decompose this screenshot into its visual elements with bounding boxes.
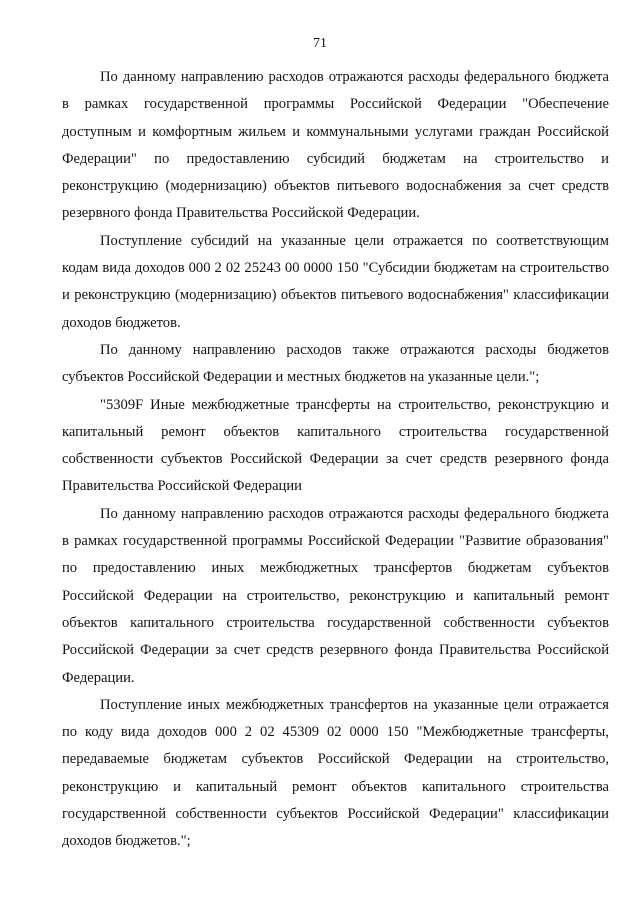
document-body — [62, 64, 609, 856]
paragraph: "5309F Иные межбюджетные трансферты на строительство, реконструкцию и капитальный ремонт объектов капитального строительства государственной собственности субъектов Российской Федерации за счет средств резервного фонда Правительства Российской Федерации — [62, 396, 609, 495]
paragraph: По данному направлению расходов отражаются расходы федерального бюджета в рамках государственной программы Российской Федерации "Обеспечение доступным и комфортным жильем и коммунальными услугами граждан Российской Федерации" по предоставлению субсидий бюджетам на строительство и реконструкцию (модернизацию) объектов питьевого водоснабжения за счет средств резервного фонда Правительства Российской Федерации. — [62, 69, 609, 222]
paragraph: Поступление субсидий на указанные цели отражается по соответствующим кодам вида доходов 000 2 02 25243 00 0000 150 "Субсидии бюджетам на строительство и реконструкцию (модернизацию) объектов питьевого водоснабжения" классификации доходов бюджетов. — [62, 232, 609, 331]
page-number: 71 — [313, 36, 327, 51]
paragraph: По данному направлению расходов также отражаются расходы бюджетов субъектов Российской Федерации и местных бюджетов на указанные цели."; — [62, 341, 609, 386]
paragraph: Поступление иных межбюджетных трансфертов на указанные цели отражается по коду вида доходов 000 2 02 45309 02 0000 150 "Межбюджетные трансферты, передаваемые бюджетам субъектов Российской Федерации на строительство, реконструкцию и капитальный ремонт объектов капитального строительства государственной собственности субъектов Российской Федерации" классификации доходов бюджетов."; — [62, 696, 609, 850]
paragraph: По данному направлению расходов отражаются расходы федерального бюджета в рамках государственной программы Российской Федерации "Развитие образования" по предоставлению иных межбюджетных трансфертов бюджетам субъектов Российской Федерации на строительство, реконструкцию и капитальный ремонт объектов капитального строительства государственной собственности субъектов Российской Федерации за счет средств резервного фонда Правительства Российской Федерации. — [62, 505, 609, 686]
